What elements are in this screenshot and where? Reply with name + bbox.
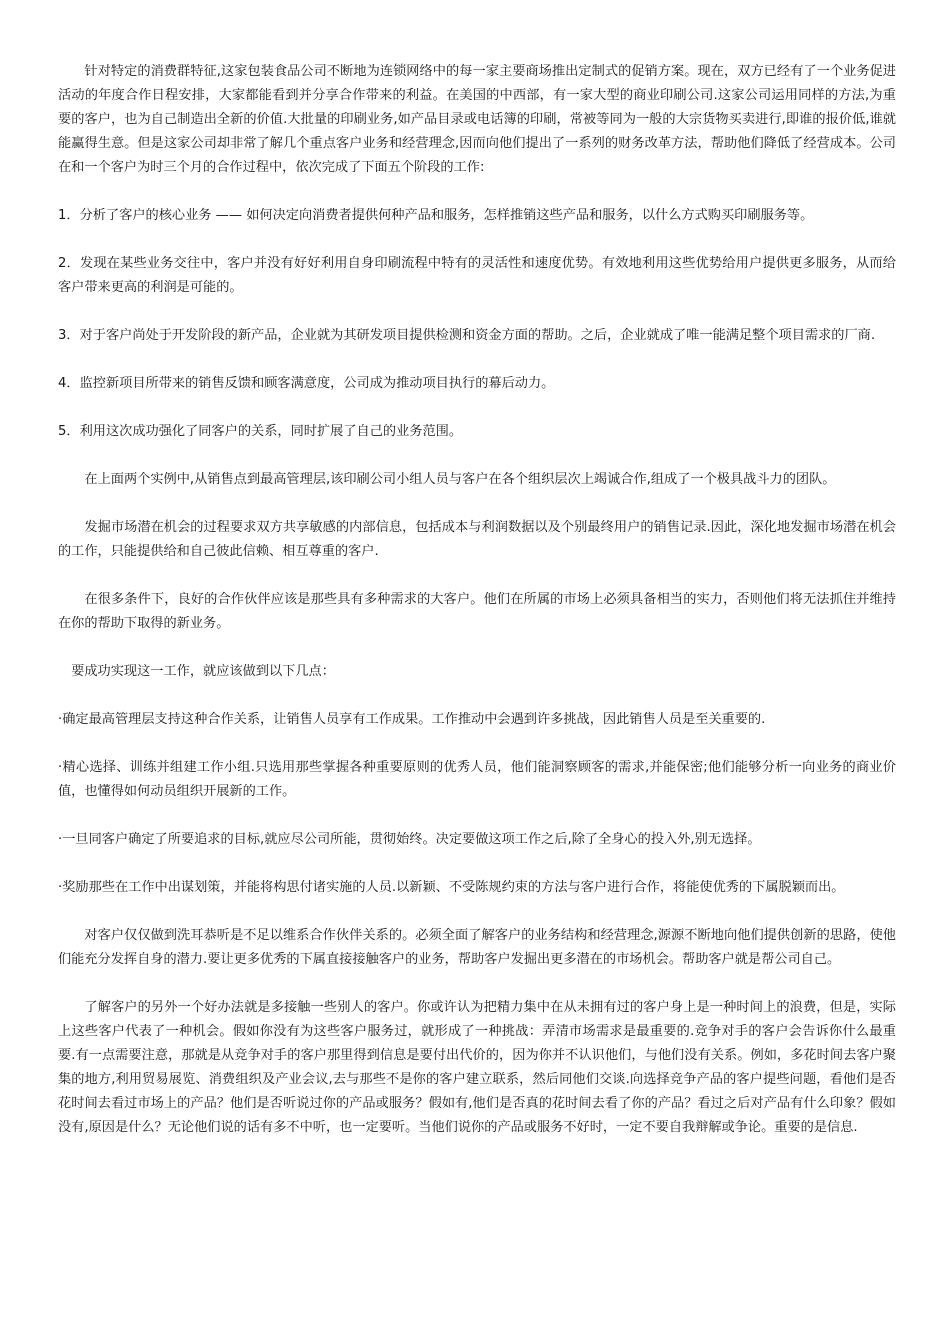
bullet-item-4: ·奖励那些在工作中出谋划策，并能将构思付诸实施的人员.以新颖、不受陈规约束的方法与客户进行合作，将能使优秀的下属脱颖而出。 [58,880,845,895]
paragraph-market-potential: 发掘市场潜在机会的过程要求双方共享敏感的内部信息，包括成本与利润数据以及个别最终用户的销售记录.因此，深化地发掘市场潜在机会的工作，只能提供给和自己彼此信赖、相互尊重的客户. [58,520,896,559]
paragraph-team: 在上面两个实例中,从销售点到最高管理层,该印刷公司小组人员与客户在各个组织层次上竭诚合作,组成了一个极具战斗力的团队。 [84,472,836,487]
list-item-3: 3．对于客户尚处于开发阶段的新产品，企业就为其研发项目提供检测和资金方面的帮助。之后，企业就成了唯一能满足整个项目需求的厂商. [58,328,876,343]
list-item-1: 1．分析了客户的核心业务 —— 如何决定向消费者提供何种产品和服务，怎样推销这些产品和服务，以什么方式购买印刷服务等。 [58,208,814,223]
bullet-item-1: ·确定最高管理层支持这种合作关系，让销售人员享有工作成果。工作推动中会遇到许多挑战，因此销售人员是至关重要的. [58,712,766,727]
list-item-2: 2．发现在某些业务交往中，客户并没有好好利用自身印刷流程中特有的灵活性和速度优势。有效地利用这些优势给用户提供更多服务，从而给客户带来更高的利润是可能的。 [58,256,896,295]
paragraph-partners: 在很多条件下，良好的合作伙伴应该是那些具有多种需求的大客户。他们在所属的市场上必须具备相当的实力，否则他们将无法抓住并维持在你的帮助下取得的新业务。 [58,592,896,631]
paragraph-listening: 对客户仅仅做到洗耳恭听是不足以维系合作伙伴关系的。必须全面了解客户的业务结构和经营理念,源源不断地向他们提供创新的思路，使他们能充分发挥自身的潜力.要让更多优秀的下属直接接触客户的业务，帮助客户发掘出更多潜在的市场机会。帮助客户就是帮公司自己。 [58,928,896,967]
paragraph-key-points-intro: 要成功实现这一工作，就应该做到以下几点： [71,664,335,679]
list-item-5: 5．利用这次成功强化了同客户的关系，同时扩展了自己的业务范围。 [58,424,463,439]
paragraph-other-customers: 了解客户的另外一个好办法就是多接触一些别人的客户。你或许认为把精力集中在从未拥有过的客户身上是一种时间上的浪费，但是，实际上这些客户代表了一种机会。假如你没有为这些客户服务过，就形成了一种挑战：弄清市场需求是最重要的.竞争对手的客户会告诉你什么最重要.有一点需要注意，那就是从竞争对手的客户那里得到信息是要付出代价的，因为你并不认识他们，与他们没有关系。例如，多花时间去客户聚集的地方,利用贸易展览、消费组织及产业会议,去与那些不是你的客户建立联系，然后同他们交谈.向选择竞争产品的客户提些问题，看他们是否花时间去看过市场上的产品？他们是否听说过你的产品或服务？假如有,他们是否真的花时间去看了你的产品？看过之后对产品有什么印象？假如没有,原因是什么？无论他们说的话有多不中听，也一定要听。当他们说你的产品或服务不好时，一定不要自我辩解或争论。重要的是信息. [58,1000,896,1135]
list-item-4: 4．监控新项目所带来的销售反馈和顾客满意度，公司成为推动项目执行的幕后动力。 [58,376,555,391]
paragraph-intro: 针对特定的消费群特征,这家包装食品公司不断地为连锁网络中的每一家主要商场推出定制式的促销方案。现在，双方已经有了一个业务促进活动的年度合作日程安排，大家都能看到并分享合作带来的利益。在美国的中西部，有一家大型的商业印刷公司.这家公司运用同样的方法,为重要的客户，也为自己制造出全新的价值.大批量的印刷业务,如产品目录或电话簿的印刷，常被等同为一般的大宗货物买卖进行,即谁的报价低,谁就能赢得生意。但是这家公司却非常了解几个重点客户业务和经营理念,因而向他们提出了一系列的财务改革方法，帮助他们降低了经营成本。公司在和一个客户为时三个月的合作过程中，依次完成了下面五个阶段的工作: [58,64,896,175]
document-body [58,60,896,1140]
bullet-item-3: ·一旦同客户确定了所要追求的目标,就应尽公司所能，贯彻始终。决定要做这项工作之后,除了全身心的投入外,别无选择。 [58,832,761,847]
bullet-item-2: ·精心选择、训练并组建工作小组.只选用那些掌握各种重要原则的优秀人员，他们能洞察顾客的需求,并能保密;他们能够分析一向业务的商业价值，也懂得如何动员组织开展新的工作。 [58,760,896,799]
